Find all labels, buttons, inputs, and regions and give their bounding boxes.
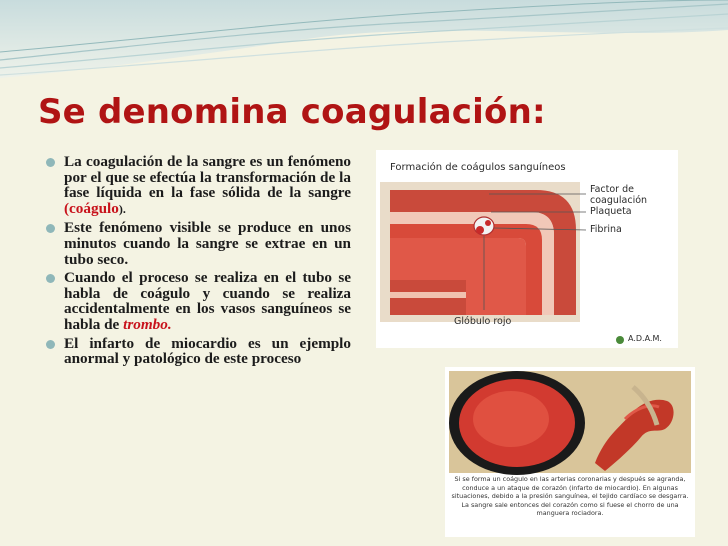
bullet-dot-icon xyxy=(46,274,55,283)
adam-logo: A.D.A.M. xyxy=(628,334,662,343)
slide-title: Se denomina coagulación: xyxy=(38,92,546,132)
bullet-dot-icon xyxy=(46,340,55,349)
figure-title: Formación de coágulos sanguíneos xyxy=(390,162,566,173)
bullet-text: La coagulación de la sangre es un fenómeno por el que se efectúa la transformación de la fase líquida en la fase sólida de la sangre xyxy=(64,153,351,202)
label-factor-line2: coagulación xyxy=(590,195,648,206)
bullet-tail: ). xyxy=(118,201,126,216)
bullet-text: El infarto de miocardio es un ejemplo anormal y patológico de este proceso xyxy=(64,334,351,368)
clot-formation-figure xyxy=(376,150,678,348)
bullet-highlight: trombo. xyxy=(123,315,172,333)
header-banner xyxy=(0,0,728,90)
label-globulo-rojo: Glóbulo rojo xyxy=(454,316,512,327)
label-fibrina: Fibrina xyxy=(590,224,622,235)
vessel-illustration xyxy=(376,150,678,348)
banner-graphic xyxy=(0,0,728,90)
bullet-text: Cuando el proceso se realiza en el tubo se habla de coágulo y cuando se realiza accidentalmente en los vasos sanguíneos se habla de xyxy=(64,269,351,333)
bullet-list xyxy=(46,154,351,370)
label-factor-line1: Factor de xyxy=(590,184,634,195)
bullet-text: Este fenómeno visible se produce en unos minutos cuando la sangre se extrae en un tubo seco. xyxy=(64,219,351,268)
bullet-dot-icon xyxy=(46,224,55,233)
figure-caption: Si se forma un coágulo en las arterias coronarias y después se agranda, conduce a un ataque de corazón (infarto de miocardio). En algunas situaciones, debido a la presión sanguínea, el tejido cardíaco se desgarra. La sangre sale entonces del corazón como si fuese el chorro de una manguera rociadora. xyxy=(451,475,689,518)
label-plaqueta: Plaqueta xyxy=(590,206,632,217)
bullet-item xyxy=(46,220,351,267)
bullet-highlight: (coágulo xyxy=(64,199,119,217)
bullet-item xyxy=(46,270,351,332)
infarct-figure xyxy=(445,367,695,537)
bullet-dot-icon xyxy=(46,158,55,167)
bullet-item xyxy=(46,154,351,217)
bullet-item xyxy=(46,336,351,367)
